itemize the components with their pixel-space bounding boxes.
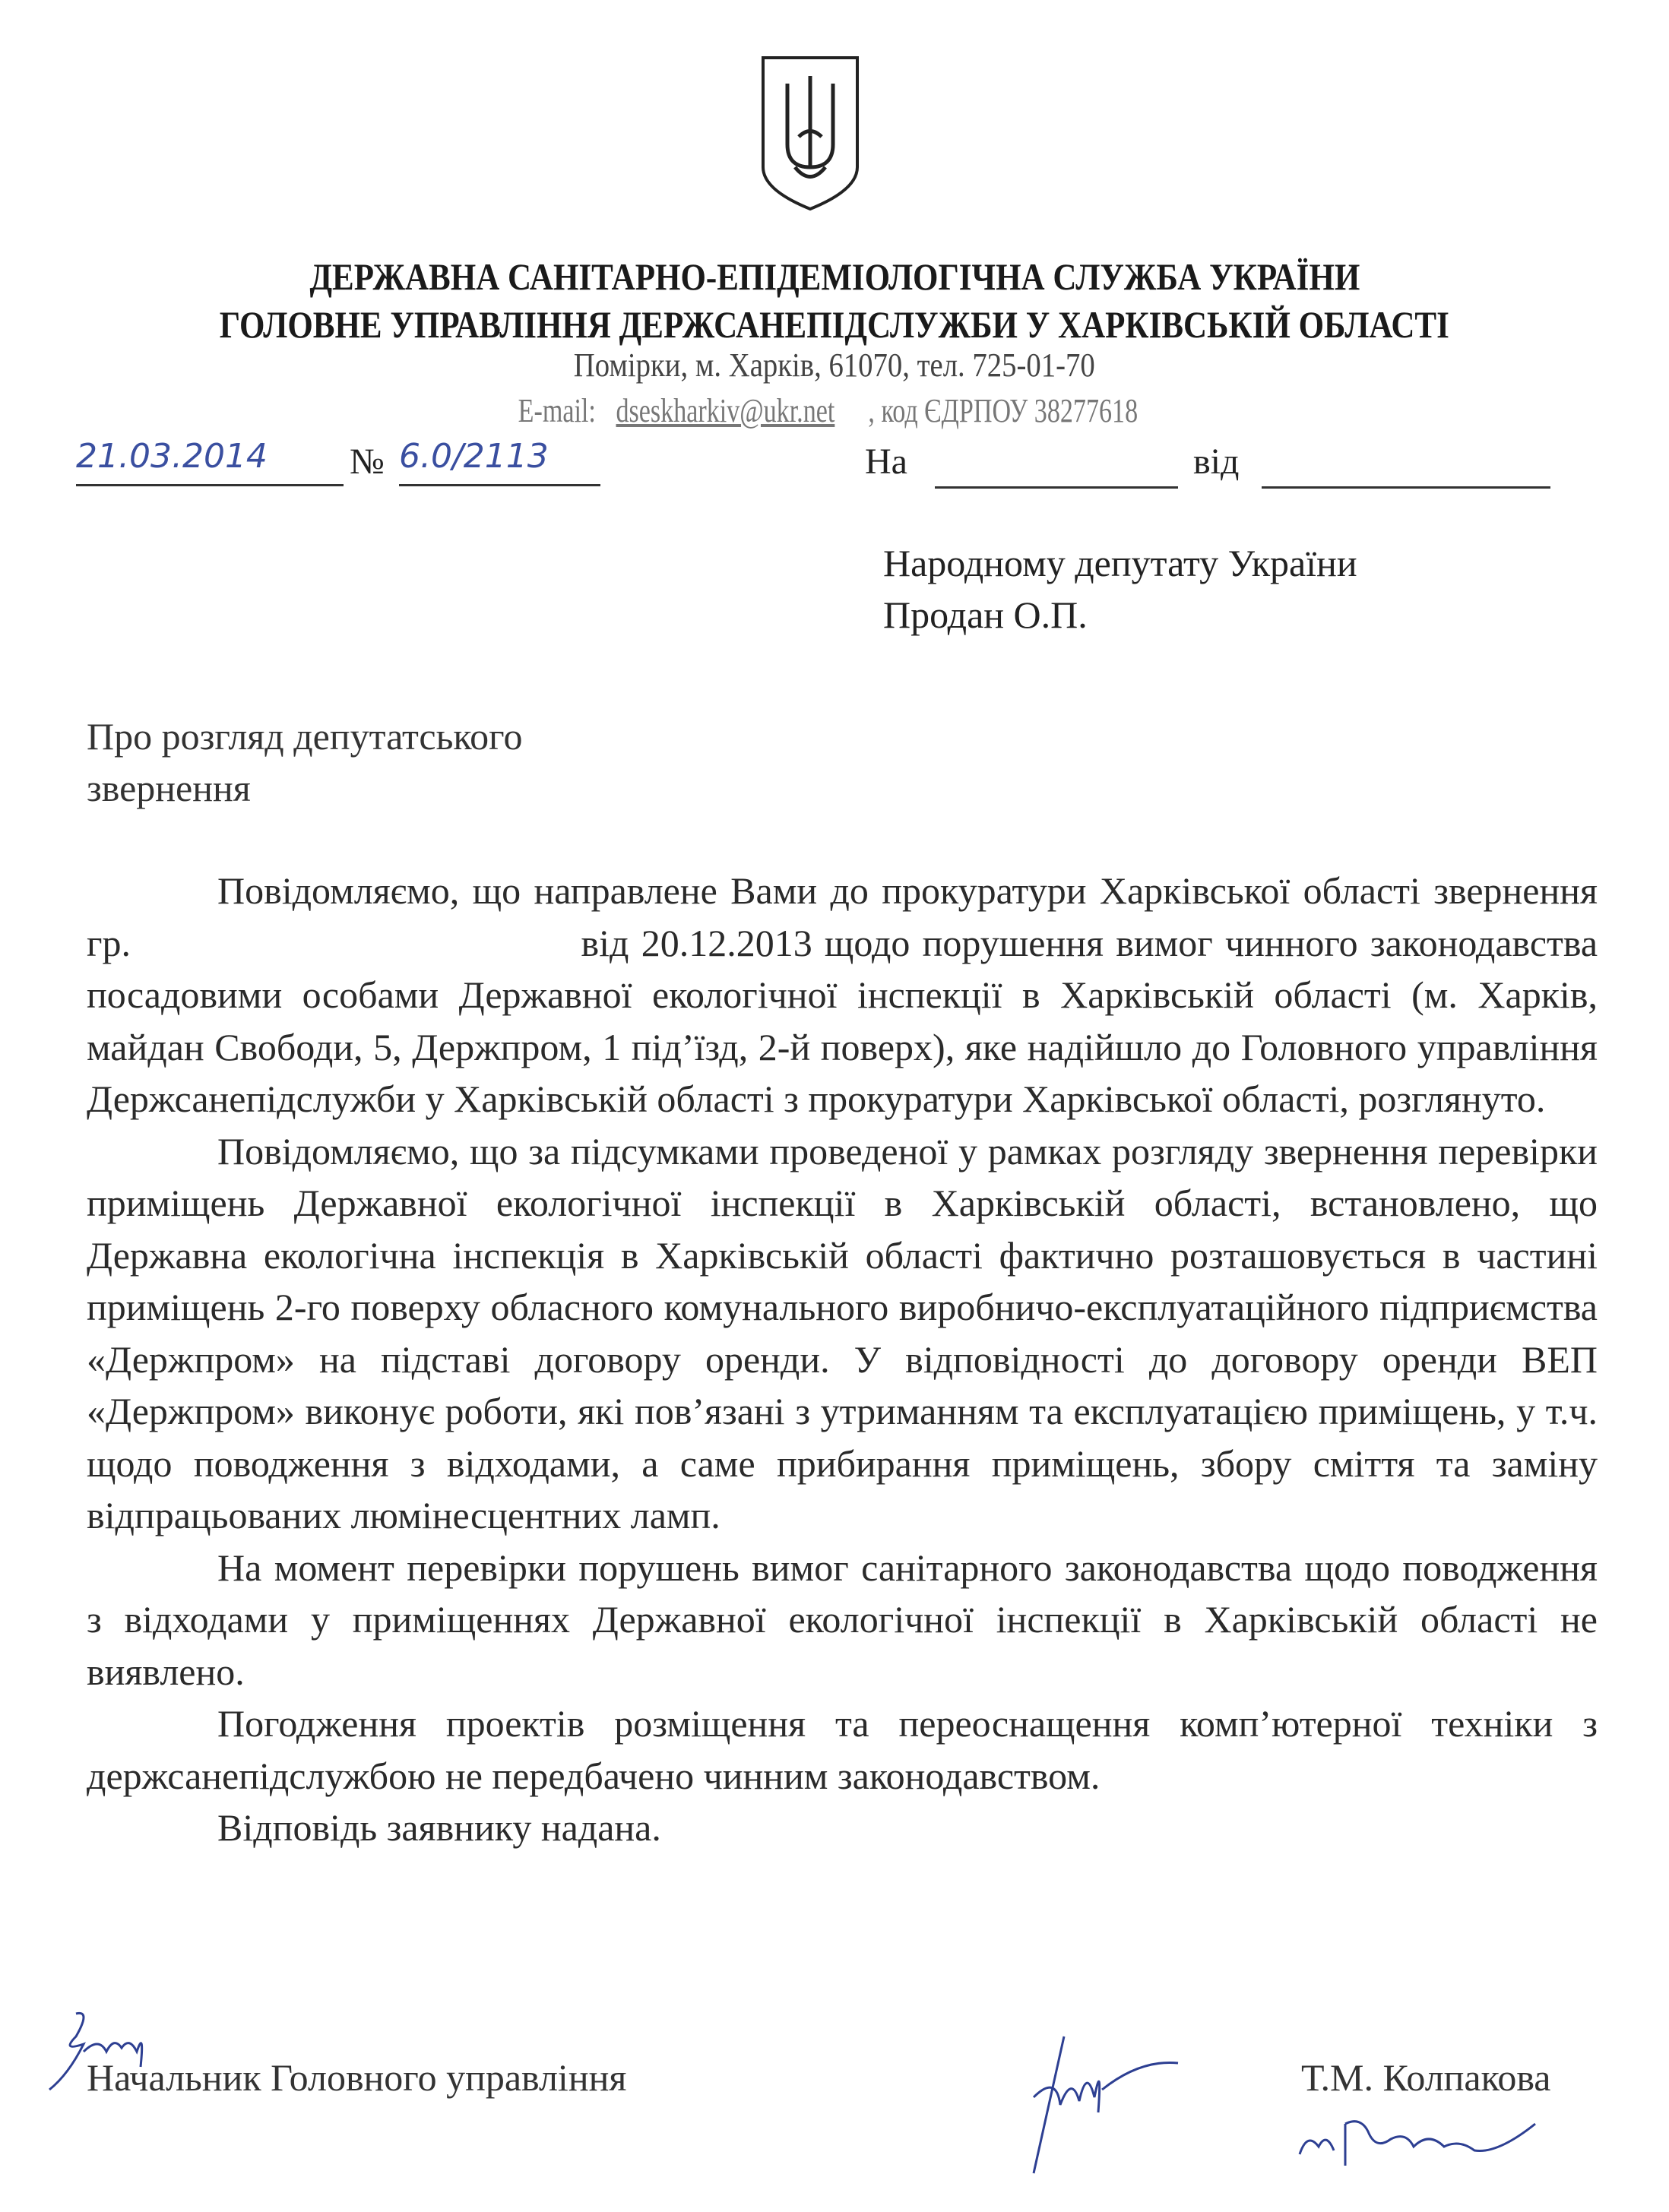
coat-of-arms-emblem — [757, 53, 863, 213]
paragraph-4: Погодження проектів розміщення та переоснащення комп’ютерної техніки з держсанепідслужбою не передбачено чинним законодавством. — [87, 1702, 1598, 1797]
edrpou-code: , код ЄДРПОУ 38277618 — [868, 392, 1138, 429]
reference-number-blank — [935, 441, 1178, 489]
handwritten-executor — [1292, 2109, 1543, 2169]
email-label: E-mail: — [518, 392, 597, 429]
signatory-position: Начальник Головного управління — [87, 2056, 627, 2099]
org-title-line1: ДЕРЖАВНА САНІТАРНО-ЕПІДЕМІОЛОГІЧНА СЛУЖБА УКРАЇНИ — [309, 255, 1360, 298]
subject-line1: Про розгляд депутатського — [87, 715, 523, 758]
org-contacts — [0, 391, 1669, 430]
paragraph-5: Відповідь заявнику надана. — [217, 1806, 661, 1849]
paragraph-2: Повідомляємо, що за підсумками проведеної у рамках розгляду звернення перевірки приміщень Державної екологічної інспекції в Харківській області, встановлено, що Державна екологічна інспекція в Харківській області фактично розташовується в частині приміщень 2-го поверху обласного комунального виробничо-експлуатаційного підприємства «Держпром» на підставі договору оренди. У відповідності до договору оренди ВЕП «Держпром» виконує роботи, які пов’язані з утриманням та експлуатацією приміщень, у т.ч. щодо поводження з відходами, а саме прибирання приміщень, збору сміття та заміну відпрацьованих люмінесцентних ламп. — [87, 1129, 1598, 1536]
reference-na-label: На — [865, 441, 907, 482]
org-address: Помірки, м. Харків, 61070, тел. 725-01-70 — [574, 347, 1095, 384]
reference-vid-label: від — [1193, 441, 1240, 482]
letter-body — [87, 865, 1598, 1854]
paragraph-3: На момент перевірки порушень вимог санітарного законодавства щодо поводження з відходами у приміщеннях Державної екологічної інспекції в Харківській області не виявлено. — [87, 1546, 1598, 1693]
recipient-name: Продан О.П. — [883, 593, 1088, 636]
number-sign: № — [350, 441, 385, 482]
signature — [1003, 2014, 1262, 2196]
outgoing-number: 6.0/2113 — [399, 437, 600, 486]
paragraph-1-start: Повідомляємо, що направлене Вами до прокуратури Харківської області звернення гр. — [87, 869, 1598, 964]
org-title-line2: ГОЛОВНЕ УПРАВЛІННЯ ДЕРЖСАНЕПІДСЛУЖБИ У ХАРКІВСЬКІЙ ОБЛАСТІ — [219, 303, 1450, 346]
reference-date-blank — [1262, 441, 1550, 489]
recipient-title: Народному депутату України — [883, 542, 1357, 584]
signatory-name: Т.М. Колпакова — [1301, 2056, 1551, 2099]
paragraph-1 — [87, 865, 1598, 1125]
outgoing-date: 21.03.2014 — [76, 437, 344, 486]
email-link[interactable]: dseskharkiv@ukr.net — [616, 392, 835, 429]
subject-line2: звернення — [87, 767, 251, 809]
paragraph-1-end: від 20.12.2013 щодо порушення вимог чинного законодавства посадовими особами Державної екологічної інспекції в Харківській області (м. Харків, майдан Свободи, 5, Держпром, 1 під’їзд, 2-й поверх), яке надійшло до Головного управління Держсанепідслужби у Харківській області з прокуратури Харківської області, розглянуто. — [87, 921, 1598, 1120]
